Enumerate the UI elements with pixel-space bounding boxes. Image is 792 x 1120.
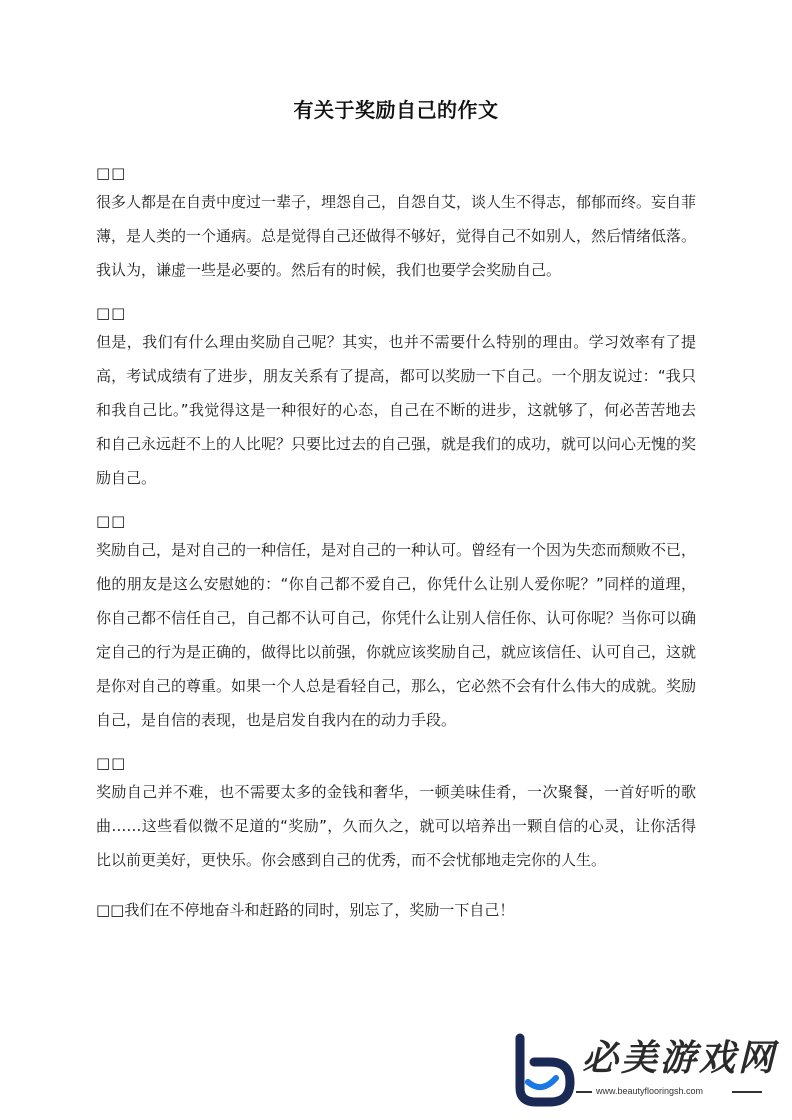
document-body (96, 163, 696, 927)
section-marker: □□ (96, 512, 127, 530)
section-marker: □□ (96, 754, 127, 772)
paragraph: 很多人都是在自责中度过一辈子，埋怨自己，自怨自艾，谈人生不得志，郁郁而终。妄自菲薄，是人类的一个通病。总是觉得自己还做得不够好，觉得自己不如别人，然后情绪低落。我认为，谦虚一些是必要的。然后有的时候，我们也要学会奖励自己。 (96, 193, 697, 279)
logo-icon (506, 1032, 576, 1108)
brand-name: 必美游戏网 (582, 1038, 778, 1079)
section-2 (96, 303, 696, 495)
site-watermark (506, 1024, 778, 1114)
document-title: 有关于奖励自己的作文 (293, 98, 499, 122)
divider (732, 1091, 762, 1093)
section-1 (96, 163, 696, 287)
divider (576, 1091, 592, 1093)
brand-url: www.beautyflooringsh.com (596, 1086, 704, 1096)
section-4 (96, 753, 696, 877)
paragraph: 奖励自己，是对自己的一种信任，是对自己的一种认可。曾经有一个因为失恋而颓败不已，他的朋友是这么安慰她的：“你自己都不爱自己，你凭什么让别人爱你呢？”同样的道理，你自己都不信任自己，自己都不认可自己，你凭什么让别人信任你、认可你呢？当你可以确定自己的行为是正确的，做得比以前强，你就应该奖励自己，就应该信任、认可自己，这就是你对自己的尊重。如果一个人总是看轻自己，那么，它必然不会有什么伟大的成就。奖励自己，是自信的表现，也是启发自我内在的动力手段。 (96, 541, 697, 729)
section-3 (96, 511, 696, 737)
paragraph: 奖励自己并不难，也不需要太多的金钱和奢华，一顿美味佳肴，一次聚餐，一首好听的歌曲……这些看似微不足道的“奖励”，久而久之，就可以培养出一颗自信的心灵，让你活得比以前更美好，更快乐。你会感到自己的优秀，而不会忧郁地走完你的人生。 (96, 783, 696, 869)
paragraph: 但是，我们有什么理由奖励自己呢？其实，也并不需要什么特别的理由。学习效率有了提高，考试成绩有了进步，朋友关系有了提高，都可以奖励一下自己。一个朋友说过：“我只和我自己比。”我觉得这是一种很好的心态，自己在不断的进步，这就够了，何必苦苦地去和自己永远赶不上的人比呢？只要比过去的自己强，就是我们的成功，就可以问心无愧的奖励自己。 (96, 333, 697, 487)
section-marker: □□ (96, 164, 127, 182)
closing-line: □□我们在不停地奋斗和赶路的同时，别忘了，奖励一下自己！ (96, 901, 515, 919)
section-marker: □□ (96, 304, 127, 322)
